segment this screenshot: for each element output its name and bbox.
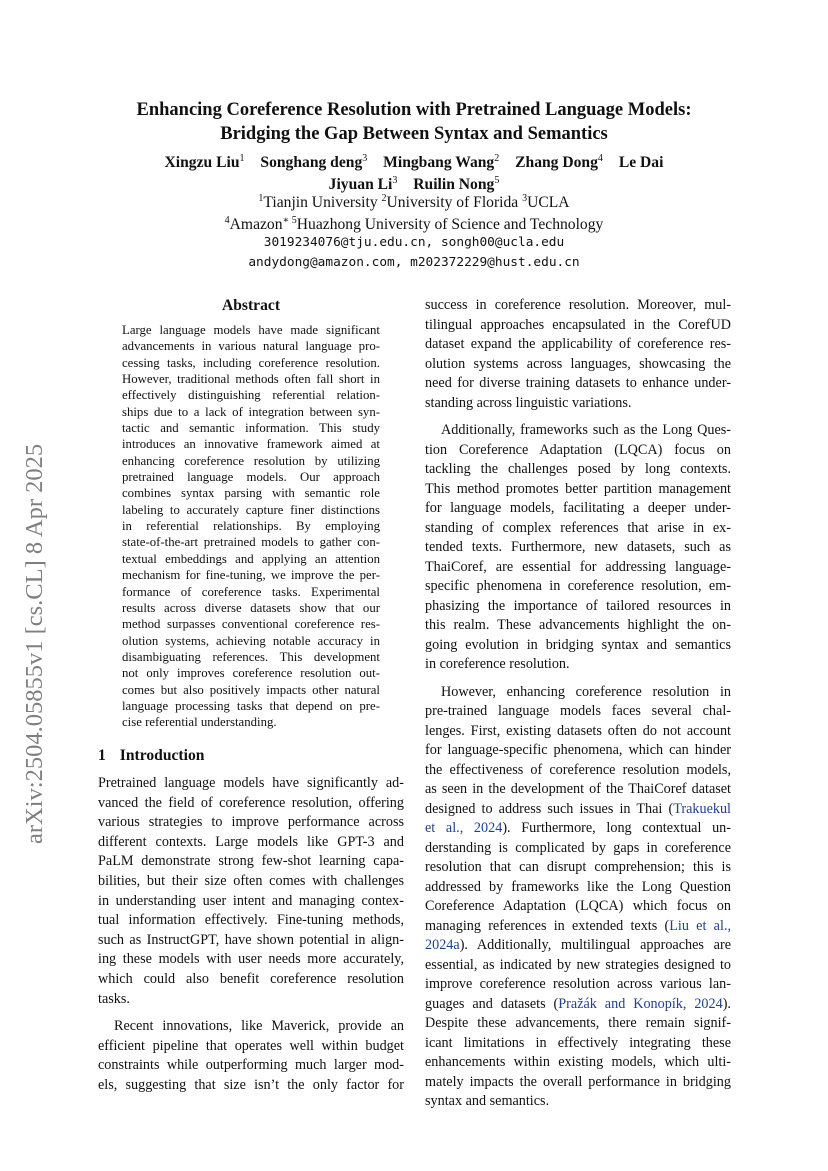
- paragraph-gap: [425, 413, 731, 421]
- body-line: tual information effectively. Fine-tuning methods,: [98, 912, 404, 929]
- abstract-line: disambiguating references. This development: [122, 649, 380, 664]
- body-line: various strategies to improve performance across: [98, 814, 404, 831]
- body-line: ThaiCoref, are essential for addressing language-: [425, 558, 731, 575]
- abstract-line: state-of-the-art pretrained models to gather con-: [122, 535, 380, 550]
- abstract-line: However, traditional methods often fall short in: [122, 372, 380, 387]
- body-line: specific phenomena in coreference resolution, em-: [425, 578, 731, 594]
- section-title: Introduction: [119, 747, 205, 764]
- abstract-line: olution systems, achieving notable accuracy in: [122, 633, 380, 648]
- author-list: [90, 152, 738, 196]
- abstract-line: textual embeddings and applying an attention: [122, 551, 380, 566]
- body-line: Additionally, frameworks such as the Long Ques-: [441, 422, 731, 438]
- body-line: constraints while outperforming much larger mod-: [98, 1057, 404, 1074]
- body-line: icant limitations in effectively integrating these: [425, 1034, 731, 1051]
- body-line: dataset expand the applicability of coreference res-: [425, 336, 731, 352]
- body-line: mately impacts the overall performance in bridging: [425, 1073, 731, 1090]
- body-line: success in coreference resolution. Moreover, mul-: [425, 297, 731, 313]
- right-column-body: [425, 296, 731, 1112]
- body-line: which could also benefit coreference resolution: [98, 970, 404, 987]
- body-line: lenges. First, existing datasets often do not account: [425, 722, 731, 739]
- body-text: designed to address such issues in Thai (: [425, 800, 674, 817]
- abstract-line: enhancing coreference resolution by utilizing: [122, 453, 380, 468]
- body-line: Recent innovations, like Maverick, provide an: [114, 1018, 404, 1035]
- email-line-2: andydong@amazon.com, m202372229@hust.edu.cn: [248, 255, 580, 270]
- body-line: However, enhancing coreference resolution in: [441, 683, 731, 700]
- author-line-1: [90, 152, 738, 174]
- body-line: as seen in the development of the ThaiCoref dataset: [425, 781, 731, 797]
- body-text: managing references in extended texts (: [425, 917, 670, 934]
- title-line-1: Enhancing Coreference Resolution with Pretrained Language Models:: [136, 100, 692, 120]
- body-line: syntax and semantics.: [425, 1093, 550, 1109]
- affiliation-line-2: $^4$Amazon$^{∗ 5}$Huazhong University of Science and Technology: [224, 215, 604, 233]
- body-line: [425, 995, 731, 1015]
- abstract-line: formance of coreference tasks. Experimental: [122, 584, 380, 599]
- body-line: improve coreference resolution across various lan-: [425, 976, 731, 992]
- abstract-line: introduces an innovative framework aimed at: [122, 437, 380, 452]
- arxiv-identifier-stamp: arXiv:2504.05855v1 [cs.CL] 8 Apr 2025: [21, 443, 48, 844]
- abstract-line: combines syntax parsing with semantic role: [122, 486, 380, 501]
- abstract-line: not only improves coreference resolution out-: [122, 666, 380, 681]
- author-name: Xingzu Liu$^1$: [164, 153, 245, 171]
- abstract-line: results across diverse datasets show that our: [122, 600, 380, 615]
- abstract-line: cessing tasks, including coreference resolution.: [122, 355, 380, 370]
- body-line: tilingual approaches encapsulated in the CorefUD: [425, 316, 731, 333]
- body-line: tackling the challenges posed by long contexts.: [425, 461, 731, 477]
- section-number: 1: [98, 747, 106, 764]
- author-name: Mingbang Wang$^2$: [383, 153, 500, 171]
- body-line: resolution that can disrupt comprehension; this is: [425, 859, 731, 875]
- body-line: essential, as indicated by new strategies designed to: [425, 956, 731, 973]
- author-name: Ruilin Nong$^5$: [413, 175, 500, 193]
- abstract-line: labeling to accurately capture finer distinctions: [122, 502, 380, 517]
- abstract-line: Large language models have made significant: [122, 323, 380, 337]
- body-line: derstanding is complicated by gaps in coreference: [425, 839, 731, 856]
- body-line: [425, 800, 731, 820]
- body-line: such as InstructGPT, have shown potential in align-: [98, 931, 404, 948]
- abstract-line: in referential relationships. By employing: [122, 519, 380, 534]
- abstract-line: mechanism for fine-tuning, we improve the per-: [122, 568, 380, 583]
- citation-link[interactable]: Liu et al.,: [669, 917, 732, 934]
- body-line: standing of complex references that arise in ex-: [425, 519, 731, 536]
- abstract-line: advancements in various natural language pro-: [122, 339, 380, 354]
- body-line: els, suggesting that size isn’t the only factor for: [98, 1076, 404, 1093]
- citation-link[interactable]: 2024a: [425, 937, 460, 953]
- citation-link[interactable]: Trakuekul: [673, 800, 731, 817]
- body-text: ). Furthermore, long contextual un-: [502, 820, 731, 836]
- citation-link[interactable]: Pražák and Konopík, 2024: [558, 995, 723, 1012]
- affiliations: [90, 192, 738, 236]
- body-line: [425, 917, 731, 937]
- left-column-body: [98, 774, 404, 1096]
- abstract-line: language processing tasks that depend on pre-: [122, 698, 380, 713]
- affiliation-line-1: $^1$Tianjin University $^2$University of Florida $^3$UCLA: [258, 193, 570, 211]
- body-text: guages and datasets (: [425, 995, 559, 1012]
- body-line: the effectiveness of coreference resolution models,: [425, 761, 731, 778]
- abstract-line: cise referential understanding.: [122, 715, 277, 730]
- author-name: Zhang Dong$^4$: [515, 153, 603, 171]
- body-line: PaLM demonstrate strong few-shot learning capa-: [98, 853, 404, 870]
- body-line: [425, 819, 731, 839]
- body-line: olution systems across languages, showcasing the: [425, 355, 731, 372]
- author-emails: [90, 233, 738, 273]
- abstract-line: pretrained language models. Our approach: [122, 470, 380, 485]
- citation-link[interactable]: et al., 2024: [425, 820, 503, 836]
- paragraph-gap: [425, 675, 731, 683]
- abstract-line: comes but also positively impacts other natural: [122, 682, 380, 697]
- title-line-2: Bridging the Gap Between Syntax and Semantics: [220, 124, 608, 144]
- body-line: pre-trained language models faces several chal-: [425, 703, 731, 719]
- abstract-line: method surpasses conventional coreference res-: [122, 617, 380, 632]
- body-line: phasizing the importance of tailored resources in: [425, 597, 731, 614]
- body-line: [425, 936, 731, 956]
- body-line: enhancements within existing models, which ulti-: [425, 1054, 731, 1070]
- body-line: going evolution in bridging syntax and semantics: [425, 636, 731, 653]
- abstract-body: [122, 322, 380, 731]
- author-name: Jiyuan Li$^3$: [328, 175, 398, 193]
- email-line-1: 3019234076@tju.edu.cn, songh00@ucla.edu: [263, 235, 565, 250]
- body-line: ing these models with user needs more accurately,: [98, 951, 404, 968]
- body-line: Despite these advancements, there remain signif-: [425, 1015, 731, 1031]
- body-line: addressed by frameworks like the Long Question: [425, 878, 731, 895]
- author-name: Le Dai: [618, 154, 664, 171]
- body-line: standing across linguistic variations.: [425, 394, 632, 411]
- body-line: different contexts. Large models like GPT-3 and: [98, 833, 404, 850]
- abstract-line: ships due to a lack of integration between syn-: [122, 404, 380, 419]
- body-line: for language models, facilitating a deeper under-: [425, 500, 731, 516]
- body-line: Pretrained language models have significantly ad-: [98, 775, 404, 791]
- body-line: vanced the field of coreference resolution, offering: [98, 794, 404, 811]
- body-line: this realm. These advancements highlight the on-: [425, 617, 731, 633]
- body-line: in coreference resolution.: [425, 656, 570, 672]
- body-line: tended texts. Furthermore, new datasets, such as: [425, 539, 731, 555]
- body-line: for language-specific phenomena, which can hinder: [425, 742, 731, 758]
- body-line: need for diverse training datasets to enhance under-: [425, 375, 731, 391]
- body-line: tion Coreference Adaptation (LQCA) focus on: [425, 441, 731, 458]
- body-line: Coreference Adaptation (LQCA) which focus on: [425, 898, 731, 914]
- abstract-heading: Abstract: [221, 297, 281, 314]
- abstract-line: effectively distinguishing referential relation-: [122, 388, 380, 403]
- body-line: bilities, but their size often comes with challenges: [98, 872, 404, 889]
- body-line: in understanding user intent and managing contex-: [98, 892, 404, 909]
- body-line: tasks.: [98, 990, 130, 1007]
- body-line: This method promotes better partition management: [425, 480, 731, 497]
- paper-title: [90, 98, 738, 146]
- body-text: ). Additionally, multilingual approaches are: [459, 937, 731, 953]
- author-name: Songhang deng$^3$: [260, 153, 368, 171]
- paragraph-gap: [98, 1009, 404, 1017]
- section-heading-introduction: [98, 746, 204, 766]
- body-text: ).: [722, 995, 731, 1012]
- abstract-line: tactic and semantic information. This study: [122, 421, 380, 436]
- body-line: efficient pipeline that operates well within budget: [98, 1037, 404, 1054]
